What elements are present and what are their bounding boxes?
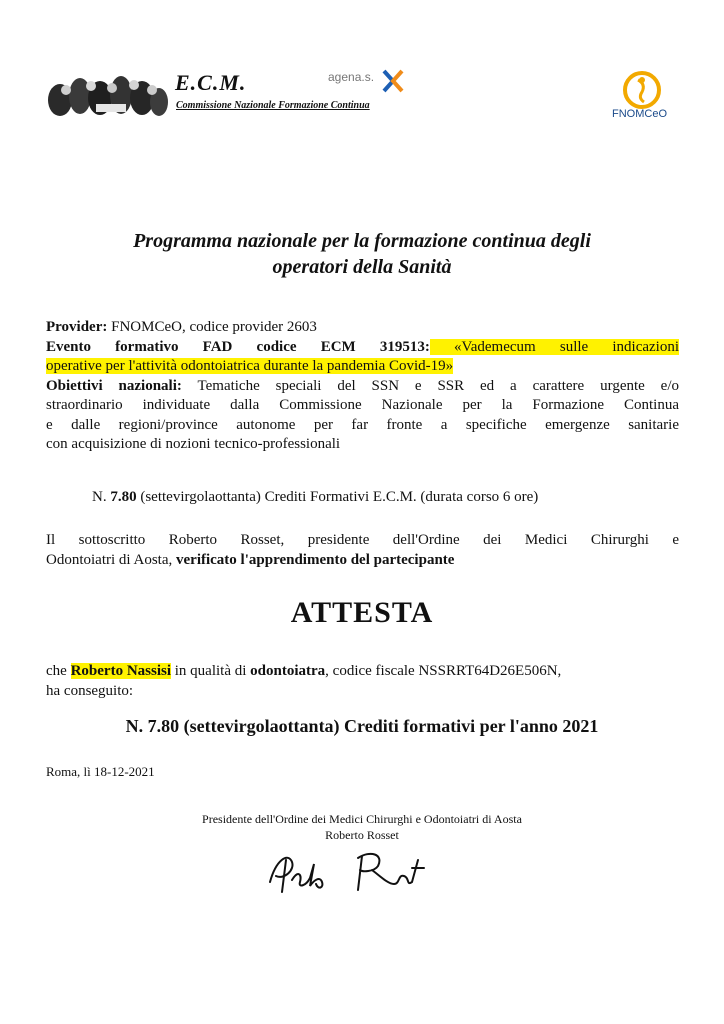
ecm-subtitle: Commissione Nazionale Formazione Continua bbox=[176, 100, 370, 111]
title-line-1: Programma nazionale per la formazione continua degli bbox=[133, 230, 591, 252]
declaration-bold: verificato l'apprendimento del partecipante bbox=[176, 551, 455, 568]
course-details bbox=[46, 318, 679, 455]
title-line-2: operatori della Sanità bbox=[272, 256, 452, 278]
ecm-title: E.C.M. bbox=[175, 70, 247, 95]
objectives-line-2: straordinario individuate dalla Commissione Nazionale per la Formazione Continua bbox=[46, 397, 679, 413]
declaration-line-1: Il sottoscritto Roberto Rosset, presidente dell'Ordine dei Medici Chirurghi e bbox=[46, 532, 679, 548]
provider-label: Provider: bbox=[46, 319, 108, 335]
signatory-name: Roberto Rosset bbox=[325, 828, 399, 842]
signatory-block bbox=[0, 811, 724, 843]
credits-line bbox=[92, 489, 538, 506]
issue-date: Roma, lì 18-12-2021 bbox=[46, 764, 155, 779]
objectives-label: Obiettivi nazionali: bbox=[46, 377, 182, 394]
provider-line bbox=[46, 318, 679, 338]
objectives-line-4: con acquisizione di nozioni tecnico-professionali bbox=[46, 436, 341, 452]
fnomceo-logo-icon bbox=[622, 70, 662, 110]
signatory-title: Presidente dell'Ordine dei Medici Chirurghi e Odontoiatri di Aosta bbox=[202, 812, 522, 826]
objectives-line-3: e dalle regioni/province autonome per far fronte a specifiche emergenze sanitarie bbox=[46, 416, 679, 433]
participant-fiscal-code: , codice fiscale NSSRRT64D26E506N, bbox=[325, 663, 562, 679]
event-title-part-2: operative per l'attività odontoiatrica durante la pandemia Covid-19» bbox=[46, 358, 454, 374]
declaration-line-2 bbox=[46, 551, 679, 571]
document-title bbox=[40, 228, 684, 280]
credits-prefix: N. bbox=[92, 489, 111, 505]
participant-che: che bbox=[46, 663, 71, 679]
participant-mid: in qualità di bbox=[171, 663, 251, 679]
provider-value: FNOMCeO, codice provider 2603 bbox=[107, 319, 317, 335]
event-label: Evento formativo FAD codice ECM 319513: bbox=[46, 338, 430, 355]
credits-awarded: N. 7.80 (settevirgolaottanta) Crediti formativi per l'anno 2021 bbox=[125, 716, 599, 736]
participant-role: odontoiatra bbox=[250, 663, 326, 679]
event-line-2 bbox=[46, 357, 679, 377]
credits-number: 7.80 bbox=[110, 489, 137, 505]
objectives-text-1: Tematiche speciali del SSN e SSR ed a carattere urgente e/o bbox=[181, 377, 679, 394]
event-title-part-1: «Vademecum sulle indicazioni bbox=[429, 338, 680, 355]
agenas-logo-icon bbox=[380, 68, 406, 94]
declaration bbox=[46, 531, 679, 570]
participant-name: Roberto Nassisi bbox=[70, 663, 171, 679]
event-line-1 bbox=[46, 338, 679, 358]
objectives-line-1 bbox=[46, 377, 679, 397]
handwritten-signature bbox=[262, 840, 442, 900]
participant-line-2: ha conseguito: bbox=[46, 682, 134, 699]
declaration-plain: Odontoiatri di Aosta, bbox=[46, 551, 176, 568]
attesta-heading: ATTESTA bbox=[290, 596, 434, 629]
fnomceo-logo-text: FNOMCeO bbox=[612, 108, 667, 120]
participant-statement bbox=[46, 662, 679, 701]
participant-line-1 bbox=[46, 662, 679, 682]
credits-suffix: (settevirgolaottanta) Crediti Formativi E.C.M. (durata corso 6 ore) bbox=[136, 489, 539, 505]
agenas-logo-text: agena.s. bbox=[328, 70, 375, 84]
ecm-logo-photo bbox=[46, 70, 168, 118]
